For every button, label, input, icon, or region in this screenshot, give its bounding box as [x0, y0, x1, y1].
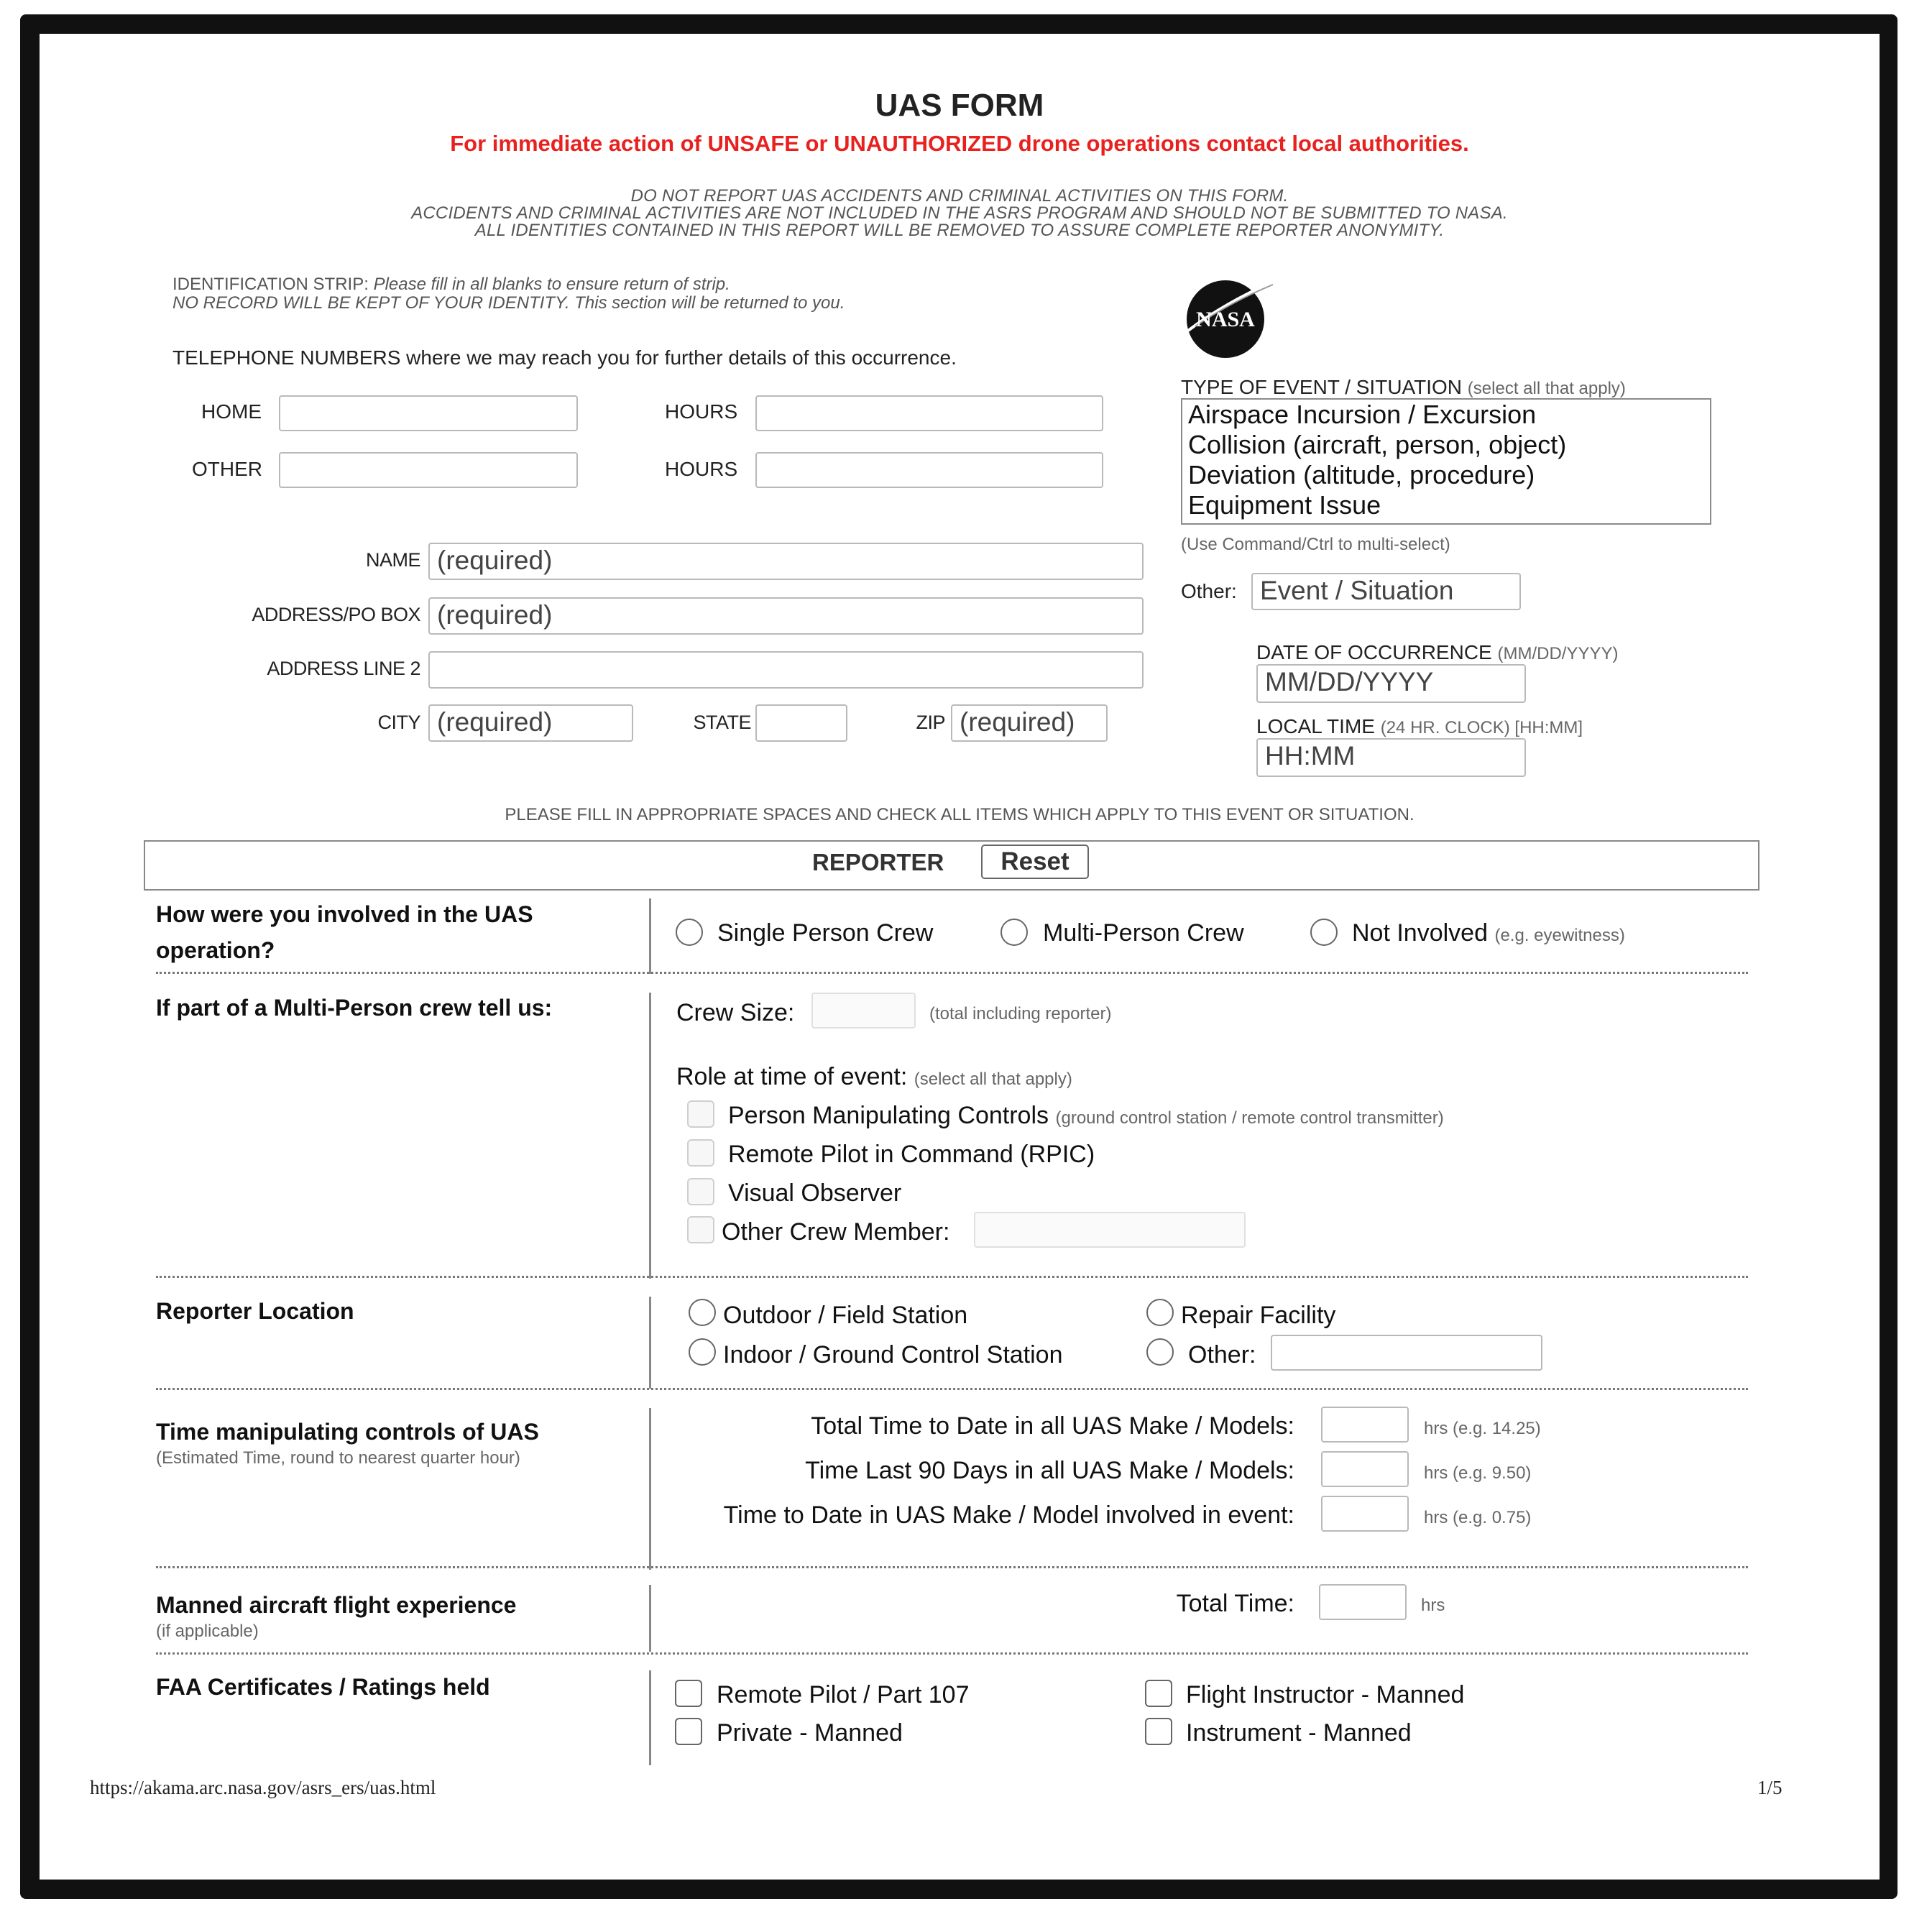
manned-total-label: Total Time: — [1176, 1590, 1294, 1617]
crew-size-input[interactable] — [811, 993, 916, 1029]
reporter-section-header — [144, 840, 1760, 891]
telephone-label: TELEPHONE NUMBERS where we may reach you for further details of this occurrence. — [172, 346, 957, 369]
form-title: UAS FORM — [875, 88, 1044, 123]
multi-person-crew-label: Multi-Person Crew — [1043, 919, 1244, 947]
last-90-days-input[interactable] — [1321, 1451, 1409, 1487]
manned-subtext: (if applicable) — [156, 1622, 259, 1641]
cert-flight-instructor-checkbox[interactable] — [1145, 1680, 1172, 1707]
column-divider — [649, 1585, 651, 1652]
total-time-input[interactable] — [1321, 1407, 1409, 1443]
reset-button[interactable]: Reset — [981, 845, 1089, 879]
nasa-logo-text: NASA — [1196, 308, 1255, 331]
event-option[interactable]: Equipment Issue — [1188, 490, 1381, 520]
last-90-days-hint: hrs (e.g. 9.50) — [1424, 1463, 1532, 1483]
involvement-question — [156, 896, 533, 968]
instructions: PLEASE FILL IN APPROPRIATE SPACES AND CHECK ALL ITEMS WHICH APPLY TO THIS EVENT OR SITUATION. — [505, 805, 1414, 824]
date-hint: (MM/DD/YYYY) — [1497, 644, 1619, 663]
model-time-hint: hrs (e.g. 0.75) — [1424, 1508, 1532, 1527]
zip-label: ZIP — [916, 712, 945, 733]
event-option[interactable]: Collision (aircraft, person, object) — [1188, 430, 1567, 459]
location-repair-radio[interactable] — [1146, 1299, 1174, 1326]
crew-question: If part of a Multi-Person crew tell us: — [156, 995, 553, 1021]
cert-part-107-checkbox[interactable] — [675, 1680, 702, 1707]
time-heading — [1256, 715, 1583, 738]
time-controls-question: Time manipulating controls of UAS — [156, 1419, 539, 1445]
home-phone-input[interactable] — [279, 395, 578, 431]
identification-strip-note — [172, 275, 730, 295]
location-repair-label: Repair Facility — [1181, 1302, 1336, 1329]
model-time-label: Time to Date in UAS Make / Model involved in event: — [723, 1501, 1294, 1529]
manned-total-input[interactable] — [1319, 1584, 1407, 1620]
nasa-logo — [1181, 275, 1280, 359]
role-controls-option — [728, 1102, 1444, 1130]
disclaimer-line-3: ALL IDENTITIES CONTAINED IN THIS REPORT WILL BE REMOVED TO ASSURE COMPLETE REPORTER ANONYMITY. — [474, 221, 1445, 240]
event-option[interactable]: Deviation (altitude, procedure) — [1188, 460, 1535, 489]
address-label: ADDRESS/PO BOX — [252, 604, 420, 625]
cert-instrument-checkbox[interactable] — [1145, 1718, 1172, 1745]
other-phone-input[interactable] — [279, 452, 578, 488]
strip-label: IDENTIFICATION STRIP: — [172, 275, 369, 294]
location-other-label: Other: — [1188, 1341, 1256, 1368]
total-time-label: Total Time to Date in all UAS Make / Models: — [811, 1412, 1294, 1440]
last-90-days-label: Time Last 90 Days in all UAS Make / Models: — [805, 1457, 1294, 1484]
location-indoor-radio[interactable] — [689, 1338, 716, 1366]
name-label: NAME — [365, 549, 420, 571]
form-page — [40, 34, 1880, 1880]
role-rpic-label: Remote Pilot in Command (RPIC) — [728, 1141, 1095, 1168]
time-label: LOCAL TIME — [1256, 715, 1375, 737]
role-hint: (select all that apply) — [914, 1070, 1072, 1089]
address-line-2-label: ADDRESS LINE 2 — [267, 658, 420, 679]
event-other-label: Other: — [1181, 580, 1237, 602]
home-label: HOME — [201, 400, 262, 423]
date-label: DATE OF OCCURRENCE — [1256, 641, 1492, 663]
multi-select-hint: (Use Command/Ctrl to multi-select) — [1181, 535, 1450, 554]
other-phone-label: OTHER — [192, 458, 262, 480]
address-input[interactable]: (required) — [428, 597, 1144, 635]
role-visual-observer-label: Visual Observer — [728, 1179, 902, 1207]
reporter-title: REPORTER — [812, 849, 944, 875]
cert-flight-instructor-label: Flight Instructor - Manned — [1186, 1681, 1465, 1708]
manned-question: Manned aircraft flight experience — [156, 1592, 517, 1618]
column-divider — [649, 898, 651, 974]
event-type-hint: (select all that apply) — [1467, 379, 1626, 398]
role-other-checkbox[interactable] — [687, 1216, 714, 1243]
role-heading — [676, 1063, 1072, 1091]
warning-banner: For immediate action of UNSAFE or UNAUTHORIZED drone operations contact local authorities. — [450, 131, 1469, 156]
zip-input[interactable]: (required) — [951, 704, 1108, 742]
column-divider — [649, 1297, 651, 1389]
role-label: Role at time of event: — [676, 1063, 908, 1090]
event-option[interactable]: Airspace Incursion / Excursion — [1188, 400, 1537, 429]
cert-part-107-label: Remote Pilot / Part 107 — [717, 1681, 970, 1708]
event-other-input[interactable]: Event / Situation — [1251, 573, 1521, 610]
role-other-input[interactable] — [974, 1212, 1246, 1248]
other-hours-label: HOURS — [665, 458, 738, 480]
cert-private-checkbox[interactable] — [675, 1718, 702, 1745]
certs-question: FAA Certificates / Ratings held — [156, 1674, 490, 1700]
event-type-label: TYPE OF EVENT / SITUATION — [1181, 376, 1463, 398]
time-hint: (24 HR. CLOCK) [HH:MM] — [1380, 718, 1583, 737]
location-other-radio[interactable] — [1146, 1338, 1174, 1366]
disclaimer-line-1: DO NOT REPORT UAS ACCIDENTS AND CRIMINAL ACTIVITIES ON THIS FORM. — [630, 186, 1289, 206]
crew-size-label: Crew Size: — [676, 999, 795, 1026]
multi-person-crew-radio[interactable] — [1000, 919, 1028, 946]
role-rpic-checkbox[interactable] — [687, 1139, 714, 1167]
role-other-label: Other Crew Member: — [722, 1218, 950, 1246]
role-visual-observer-checkbox[interactable] — [687, 1178, 714, 1205]
state-input[interactable] — [755, 704, 847, 742]
role-controls-label: Person Manipulating Controls — [728, 1102, 1049, 1129]
not-involved-radio[interactable] — [1310, 919, 1338, 946]
column-divider — [649, 993, 651, 1279]
single-person-crew-label: Single Person Crew — [717, 919, 934, 947]
role-controls-hint: (ground control station / remote control transmitter) — [1055, 1108, 1444, 1128]
row-separator — [156, 1276, 1748, 1278]
not-involved-hint: (e.g. eyewitness) — [1494, 926, 1625, 945]
date-heading — [1256, 641, 1619, 664]
involvement-question-line-1: How were you involved in the UAS — [156, 901, 533, 927]
not-involved-option — [1352, 919, 1625, 947]
name-input[interactable]: (required) — [428, 543, 1144, 580]
home-hours-label: HOURS — [665, 400, 738, 423]
row-separator — [156, 1566, 1748, 1568]
home-hours-input[interactable] — [755, 395, 1103, 431]
manned-hint: hrs — [1421, 1596, 1445, 1615]
total-time-hint: hrs (e.g. 14.25) — [1424, 1419, 1541, 1438]
location-other-input[interactable] — [1271, 1335, 1542, 1371]
column-divider — [649, 1408, 651, 1570]
location-outdoor-radio[interactable] — [689, 1299, 716, 1326]
model-time-input[interactable] — [1321, 1496, 1409, 1532]
city-input[interactable]: (required) — [428, 704, 633, 742]
strip-line-2: NO RECORD WILL BE KEPT OF YOUR IDENTITY. This section will be returned to you. — [172, 293, 845, 313]
address-line-2-input[interactable] — [428, 651, 1144, 689]
city-label: CITY — [377, 712, 420, 733]
cert-private-label: Private - Manned — [717, 1719, 903, 1747]
location-indoor-label: Indoor / Ground Control Station — [723, 1341, 1063, 1368]
crew-size-hint: (total including reporter) — [929, 1004, 1112, 1024]
location-outdoor-label: Outdoor / Field Station — [723, 1302, 968, 1329]
time-input[interactable]: HH:MM — [1256, 738, 1526, 777]
disclaimer-line-2: ACCIDENTS AND CRIMINAL ACTIVITIES ARE NOT INCLUDED IN THE ASRS PROGRAM AND SHOULD NOT BE SUBMITTED TO NASA. — [411, 203, 1508, 223]
role-controls-checkbox[interactable] — [687, 1100, 714, 1128]
event-type-heading — [1181, 376, 1626, 399]
involvement-question-line-2: operation? — [156, 937, 275, 963]
time-controls-subtext: (Estimated Time, round to nearest quarter hour) — [156, 1448, 520, 1468]
column-divider — [649, 1670, 651, 1765]
other-hours-input[interactable] — [755, 452, 1103, 488]
single-person-crew-radio[interactable] — [676, 919, 703, 946]
state-label: STATE — [693, 712, 751, 733]
cert-instrument-label: Instrument - Manned — [1186, 1719, 1412, 1747]
location-question: Reporter Location — [156, 1298, 354, 1324]
footer-url: https://akama.arc.nasa.gov/asrs_ers/uas.html — [90, 1777, 436, 1798]
strip-note: Please fill in all blanks to ensure return of strip. — [373, 275, 730, 294]
row-separator — [156, 972, 1748, 974]
row-separator — [156, 1652, 1748, 1655]
date-input[interactable]: MM/DD/YYYY — [1256, 664, 1526, 703]
not-involved-label: Not Involved — [1352, 919, 1488, 947]
page-number: 1/5 — [1757, 1777, 1782, 1798]
event-type-listbox[interactable] — [1181, 398, 1711, 525]
row-separator — [156, 1388, 1748, 1390]
